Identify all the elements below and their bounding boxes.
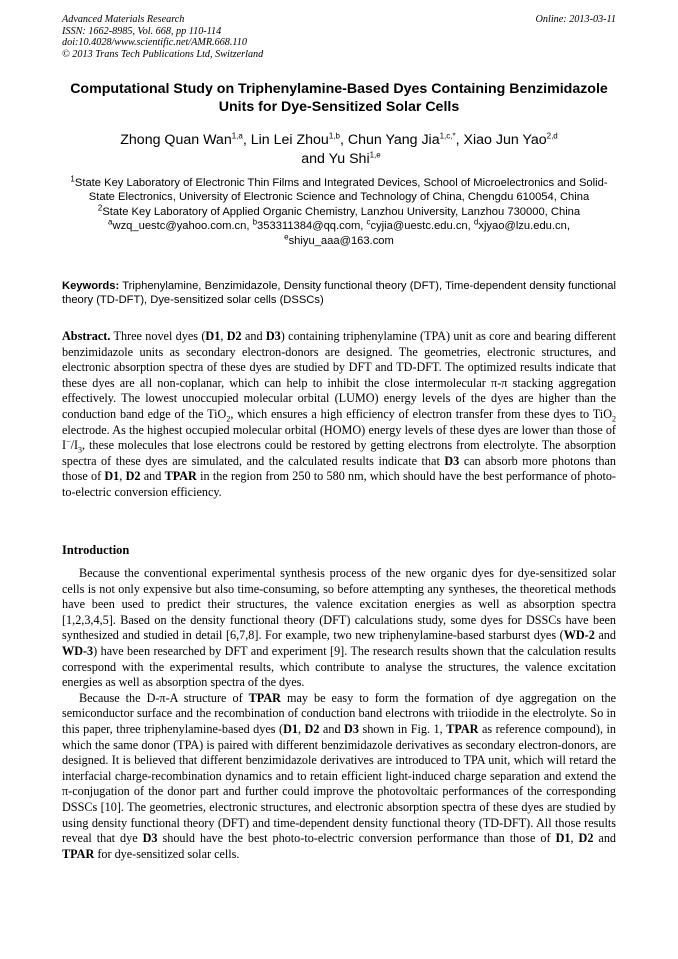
author-affil-mark	[440, 131, 456, 140]
email: 353311384@qq.com,	[257, 220, 367, 233]
abstract-paragraph	[62, 329, 616, 501]
intro-paragraph-1	[62, 566, 616, 691]
subscript: 3	[78, 445, 83, 455]
issn-line: ISSN: 1662-8985, Vol. 668, pp 110-114	[62, 25, 222, 37]
intro-text: should have the best photo-to-electric conversion performance than those of	[157, 831, 556, 846]
affil-text: State Key Laboratory of Applied Organic Chemistry, Lanzhou University, Lanzhou 730000, China	[102, 205, 581, 218]
dye-name: D2	[226, 329, 242, 343]
author-list	[66, 131, 612, 168]
abstract-text: and	[140, 469, 165, 484]
keywords-text: Triphenylamine, Benzimidazole, Density functional theory (DFT), Time-dependent density functional theory (TD-DFT), Dye-sensitized solar cells (DSSCs)	[62, 280, 616, 307]
keywords	[62, 279, 616, 307]
dye-name: TPAR	[164, 469, 197, 484]
subscript: 2	[226, 414, 231, 424]
author-affil-mark: 1,a	[231, 131, 243, 141]
abstract-text: , these molecules that lose electrons could be restored by getting electrons from electrolyte. The absorption spectra of these dyes are simulated, and the calculated results indicate that	[62, 438, 616, 468]
dye-name: D1	[104, 469, 120, 484]
intro-text: and	[593, 831, 617, 846]
dye-name: D1	[283, 721, 298, 736]
abstract-label: Abstract.	[62, 329, 111, 343]
abstract-text: /I	[70, 438, 79, 453]
corresponding-mark: *	[452, 131, 456, 141]
dye-name: TPAR	[446, 721, 479, 736]
intro-text: ,	[570, 831, 579, 846]
paper-title: Computational Study on Triphenylamine-Based Dyes Containing Benzimidazole Units for Dye-Sensitized Solar Cells	[70, 81, 608, 115]
email-list	[62, 219, 616, 248]
abstract-text: and	[241, 329, 266, 343]
journal-name: Advanced Materials Research	[62, 14, 185, 25]
dye-name: WD-3	[62, 643, 94, 658]
author-separator: ,	[455, 132, 464, 148]
intro-text: ,	[297, 721, 305, 736]
intro-text: may be easy to form the formation of dye aggregation on the semiconductor surface and the recombination of conduction band electrons with triiodide in the electrolyte. So in this paper, three triphenylamine-based dyes (	[62, 690, 616, 736]
dye-name: D2	[304, 721, 320, 736]
email: wzq_uestc@yahoo.com.cn,	[112, 220, 253, 233]
intro-text: Because the D-π-A structure of	[79, 690, 249, 705]
affil-text: State Key Laboratory of Electronic Thin Films and Integrated Devices, School of Microelectronics and Solid-State Electronics, University of Electronic Science and Technology of China, Chengdu 610054, China	[74, 177, 608, 204]
intro-text: as reference compound), in which the same donor (TPA) is paired with different benzimidazole derivatives as secondary electron-donors, are designed. It is believed that different benzimidazole derivatives are introduced to TPA unit, which will retard the interfacial charge-recombination dynamics and to retain efficient light-induced charge separation and extend the π-conjugation of the donor part and further could improve the photovoltaic performances of the corresponding DSSCs [10]. The geometries, electronic structures, and electronic absorption spectra of these dyes are studied by using density functional theory (DFT) and time-dependent density functional theory (TD-DFT). All those results reveal that dye	[62, 721, 616, 846]
author-name: Lin Lei Zhou	[250, 132, 329, 148]
dye-name: D1	[205, 329, 221, 343]
author-name: Zhong Quan Wan	[120, 132, 232, 148]
copyright-line: © 2013 Trans Tech Publications Ltd, Switzerland	[62, 48, 264, 60]
author-affil-mark: 1,e	[369, 149, 381, 159]
email: xjyao@lzu.edu.cn,	[478, 220, 570, 233]
superscript: −	[66, 437, 71, 447]
introduction-body	[62, 566, 616, 862]
email-mark: b	[252, 217, 258, 227]
author-affil-mark: 2,d	[546, 131, 558, 141]
dye-name: D1	[555, 831, 571, 846]
dye-name: TPAR	[62, 846, 95, 861]
abstract-text: , which ensures a high efficiency of electron transfer from these dyes to TiO	[230, 406, 612, 421]
intro-text: and	[594, 628, 616, 643]
section-heading-introduction: Introduction	[62, 543, 130, 557]
affiliation-1	[62, 176, 616, 205]
dye-name: D3	[344, 721, 359, 736]
intro-text: Because the conventional experimental synthesis process of the new organic dyes for dye-sensitized solar cells is not only expensive but also time-consuming, so before attempting any syntheses, the theoretical methods have been used to predict their structures, the valence excitation energies as well as absorption spectra [1,2,3,4,5]. Based on the density functional theory (DFT) calculations study, some dyes for DSSCs have been synthesized and studied in detail [6,7,8]. For example, two new triphenylamine-based starburst dyes (	[62, 566, 616, 643]
dye-name: D3	[142, 831, 158, 846]
affiliation-2	[62, 205, 616, 219]
affil-number: 1	[70, 174, 75, 184]
email-mark: d	[473, 217, 479, 227]
author-separator: ,	[339, 132, 348, 148]
journal-header	[62, 14, 616, 60]
abstract-text: ,	[119, 469, 126, 484]
dye-name: D3	[265, 329, 281, 343]
intro-text: shown in Fig. 1,	[358, 721, 447, 736]
author-affil-mark: 1,b	[328, 131, 340, 141]
subscript: 2	[612, 414, 616, 424]
dye-name: D3	[444, 453, 460, 468]
abstract-text: ) containing triphenylamine (TPA) unit as core and bearing different benzimidazole units as secondary electron-donors are designed. The geometries, electronic structures, and electronic absorption spectra of these dyes are studied by DFT and TD-DFT. The optimized results indicate that these dyes are all non-coplanar, which can help to inhibit the close intermolecular π-π stacking aggregation effectively. The lowest unoccupied molecular orbital (LUMO) energy levels of the dyes are higher than the conduction band edge of the TiO	[62, 329, 617, 421]
dye-name: D2	[578, 831, 594, 846]
email: shiyu_aaa@163.com	[288, 234, 394, 247]
abstract-text: electrode. As the highest occupied molecular orbital (HOMO) energy levels of these dyes are lower than those of I	[62, 422, 616, 453]
abstract	[62, 329, 616, 501]
affiliations	[62, 176, 616, 248]
intro-text: for dye-sensitized solar cells.	[94, 846, 240, 861]
affil-number: 2	[97, 203, 103, 213]
author-name: Chun Yang Jia	[347, 132, 440, 148]
dye-name: WD-2	[563, 628, 595, 643]
author-separator: ,	[242, 132, 251, 148]
abstract-text: ,	[220, 329, 227, 343]
dye-name: D2	[125, 469, 141, 484]
email-mark: a	[108, 217, 113, 227]
intro-text: and	[319, 721, 345, 736]
affil-mark-text: 1,c,	[439, 131, 453, 141]
email: cyjia@uestc.edu.cn,	[370, 220, 474, 233]
intro-text: ) have been researched by DFT and experiment [9]. The research results shown that the calculation results correspond with the experimental results, which contribute to analyse the structures, the valence excitation energies as well as absorption spectra of the dyes.	[62, 643, 616, 690]
email-mark: e	[284, 231, 289, 241]
author-name: Xiao Jun Yao	[463, 132, 547, 148]
keywords-label: Keywords:	[62, 280, 120, 292]
abstract-text: Three novel dyes (	[110, 329, 206, 343]
author-name: Yu Shi	[328, 150, 370, 167]
intro-paragraph-2	[62, 691, 616, 863]
abstract-text: can absorb more photons than those of	[62, 453, 617, 484]
online-date: Online: 2013-03-11	[535, 14, 616, 25]
dye-name: TPAR	[248, 690, 281, 705]
doi-line: doi:10.4028/www.scientific.net/AMR.668.110	[62, 37, 247, 49]
abstract-text: in the region from 250 to 580 nm, which should have the best performance of photo-to-electric conversion efficiency.	[62, 469, 616, 499]
author-separator: and	[297, 150, 329, 167]
email-mark: c	[366, 217, 371, 227]
